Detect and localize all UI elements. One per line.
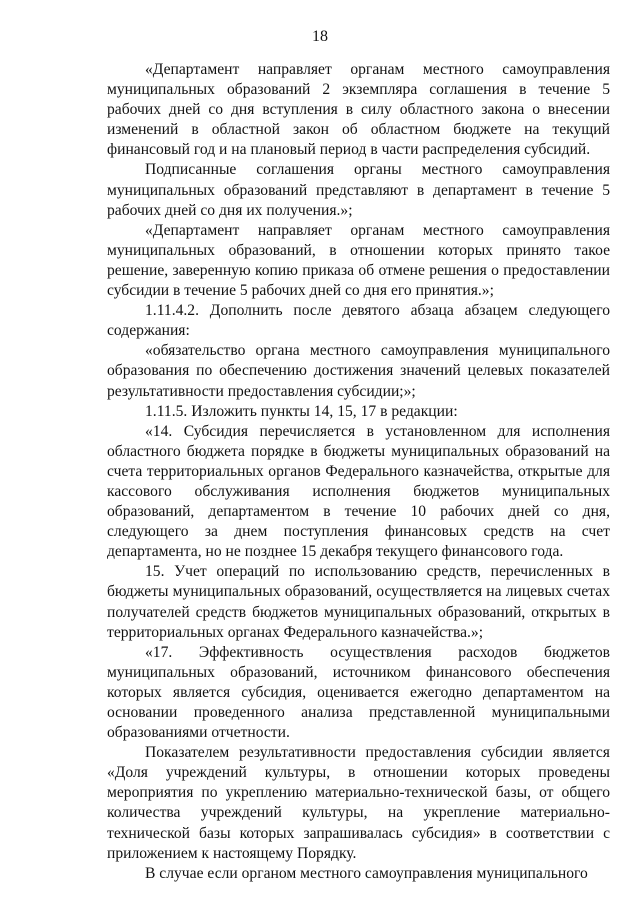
paragraph-department-sends-order-copy: «Департамент направляет органам местного самоуправления муниципальных образований, в отношении которых принято такое решение, заверенную копию приказа об отмене решения о предоставлении субсидии в течение 5 рабочих дней со дня его принятия.»;: [107, 221, 610, 300]
paragraph-signed-agreements: Подписанные соглашения органы местного самоуправления муниципальных образований представляют в департамент в течение 5 рабочих дней со дня их получения.»;: [107, 161, 610, 219]
paragraph-clause-17: «17. Эффективность осуществления расходов бюджетов муниципальных образований, источником финансового обеспечения которых является субсидия, оценивается ежегодно департаментом на основании проведенного анализа представленной муниципальными образованиями отчетности.: [107, 643, 610, 742]
paragraph-obligation: «обязательство органа местного самоуправления муниципального образования по обеспечению достижения значений целевых показателей результативности предоставления субсидии;»;: [107, 342, 610, 400]
paragraph-in-case-if: В случае если органом местного самоуправления муниципального: [145, 864, 588, 882]
paragraph-effectiveness-indicator: Показателем результативности предоставления субсидии является «Доля учреждений культуры, в отношении которых проведены мероприятия по укреплению материально-технической базы, от общего количества учреждений культуры, на укрепление материально-технической базы которых запрашивалась субсидия» в соответствии с приложением к настоящему Порядку.: [107, 744, 610, 862]
paragraph-clause-14: «14. Субсидия перечисляется в установленном для исполнения областного бюджета порядке в бюджеты муниципальных образований на счета территориальных органов Федерального казначейства, открытые для кассового обслуживания исполнения бюджетов муниципальных образований, департаментом в течение 10 рабочих дней со дня, следующего за днем поступления финансовых средств на счет департамента, но не позднее 15 декабря текущего финансового года.: [107, 422, 610, 561]
document-body: [107, 60, 610, 884]
paragraph-item-1-11-4-2: 1.11.4.2. Дополнить после девятого абзаца абзацем следующего содержания:: [107, 302, 610, 340]
paragraph-item-1-11-5: 1.11.5. Изложить пункты 14, 15, 17 в редакции:: [145, 402, 458, 420]
paragraph-department-sends-agreements: «Департамент направляет органам местного самоуправления муниципальных образований 2 экземпляра соглашения в течение 5 рабочих дней со дня вступления в силу областного закона о внесении изменений в областной закон об областном бюджете на текущий финансовый год и на плановый период в части распределения субсидий.: [107, 61, 610, 159]
page-number: 18: [312, 28, 328, 45]
paragraph-clause-15: 15. Учет операций по использованию средств, перечисленных в бюджеты муниципальных образований, осуществляется на лицевых счетах получателей средств бюджетов муниципальных образований, открытых в территориальных органах Федерального казначейства.»;: [107, 563, 610, 641]
